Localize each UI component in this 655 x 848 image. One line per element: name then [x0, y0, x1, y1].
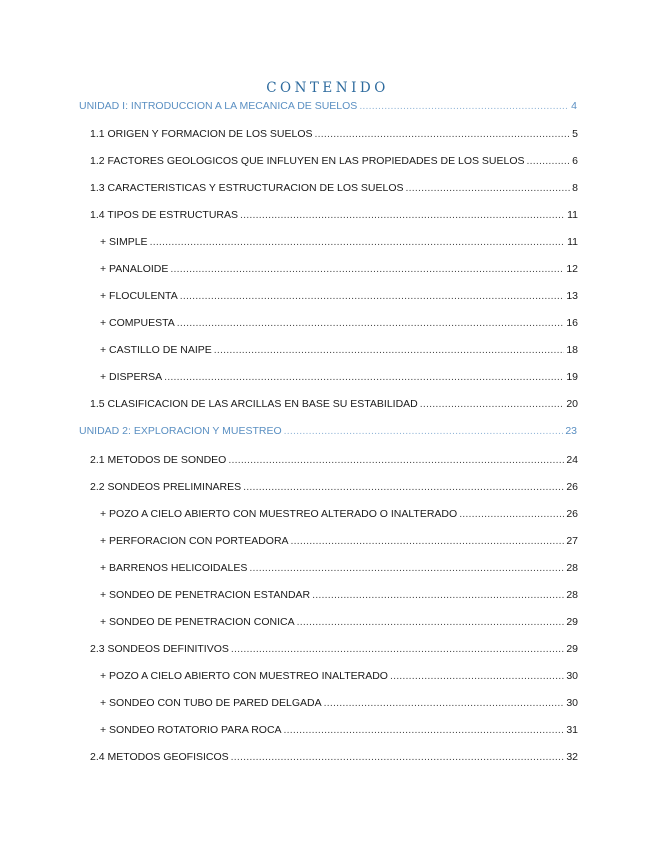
- toc-entry-page: 30: [566, 670, 578, 682]
- toc-entry-label: 2.3 SONDEOS DEFINITIVOS: [90, 643, 229, 655]
- toc-entry-label: 1.1 ORIGEN Y FORMACION DE LOS SUELOS: [90, 128, 313, 140]
- leader-dots: [228, 454, 564, 466]
- toc-entry-label: + BARRENOS HELICOIDALES: [100, 562, 248, 574]
- toc-title: CONTENIDO: [266, 80, 389, 96]
- toc-entry-page: 29: [566, 616, 578, 628]
- toc-entry-label: 1.4 TIPOS DE ESTRUCTURAS: [90, 209, 239, 221]
- toc-subentry[interactable]: [100, 722, 578, 736]
- toc-entry-label: + DISPERSA: [100, 371, 163, 383]
- toc-subentry[interactable]: [100, 234, 578, 248]
- leader-dots: [291, 535, 565, 547]
- toc-entry-page: 28: [566, 589, 578, 601]
- toc-entry-label: + SONDEO CON TUBO DE PARED DELGADA: [100, 697, 322, 709]
- toc-entry-label: 1.5 CLASIFICACION DE LAS ARCILLAS EN BASE SU ESTABILIDAD: [90, 398, 418, 410]
- toc-entry-page: 28: [566, 562, 578, 574]
- toc-entry-page: 23: [565, 425, 577, 437]
- toc-entry[interactable]: [90, 180, 578, 194]
- toc-entry-label: + POZO A CIELO ABIERTO CON MUESTREO ALTERADO O INALTERADO: [100, 508, 458, 520]
- leader-dots: [231, 643, 564, 655]
- toc-entry[interactable]: [90, 479, 578, 493]
- toc-entry-page: 20: [566, 398, 578, 410]
- leader-dots: [315, 128, 571, 140]
- toc-entry-label: + SONDEO DE PENETRACION CONICA: [100, 616, 295, 628]
- toc-entry-page: 26: [566, 508, 578, 520]
- toc-entry-label: 1.2 FACTORES GEOLOGICOS QUE INFLUYEN EN LAS PROPIEDADES DE LOS SUELOS: [90, 155, 525, 167]
- leader-dots: [312, 589, 564, 601]
- toc-entry-label: + PANALOIDE: [100, 263, 169, 275]
- toc-subentry[interactable]: [100, 695, 578, 709]
- toc-subentry[interactable]: [100, 668, 578, 682]
- toc-subentry[interactable]: [100, 342, 578, 356]
- toc-entry-label: + SONDEO ROTATORIO PARA ROCA: [100, 724, 282, 736]
- leader-dots: [324, 697, 565, 709]
- toc-subentry[interactable]: [100, 315, 578, 329]
- toc-subentry[interactable]: [100, 288, 578, 302]
- toc-entry-page: 16: [566, 317, 578, 329]
- leader-dots: [527, 155, 571, 167]
- toc-entry-label: + POZO A CIELO ABIERTO CON MUESTREO INALTERADO: [100, 670, 388, 682]
- toc-entry-label: + COMPUESTA: [100, 317, 175, 329]
- toc-entry-page: 5: [572, 128, 578, 140]
- toc-entry-unit-1[interactable]: [79, 98, 577, 112]
- toc-entry-page: 27: [566, 535, 578, 547]
- toc-entry-page: 30: [566, 697, 578, 709]
- toc-entry[interactable]: [90, 126, 578, 140]
- toc-entry-page: 6: [572, 155, 578, 167]
- leader-dots: [214, 344, 565, 356]
- leader-dots: [180, 290, 565, 302]
- toc-subentry[interactable]: [100, 506, 578, 520]
- leader-dots: [284, 724, 565, 736]
- leader-dots: [164, 371, 564, 383]
- toc-entry-page: 4: [571, 100, 577, 112]
- toc-entry-page: 24: [566, 454, 578, 466]
- toc-entry-page: 8: [572, 182, 578, 194]
- toc-entry[interactable]: [90, 749, 578, 763]
- toc-entry-page: 13: [566, 290, 578, 302]
- toc-entry-label: + SIMPLE: [100, 236, 148, 248]
- leader-dots: [359, 100, 569, 112]
- toc-entry-unit-2[interactable]: [79, 423, 577, 437]
- toc-entry-label: UNIDAD I: INTRODUCCION A LA MECANICA DE SUELOS: [79, 100, 358, 112]
- leader-dots: [459, 508, 564, 520]
- leader-dots: [150, 236, 566, 248]
- leader-dots: [170, 263, 564, 275]
- toc-entry-page: 31: [566, 724, 578, 736]
- toc-entry-label: UNIDAD 2: EXPLORACION Y MUESTREO: [79, 425, 282, 437]
- leader-dots: [390, 670, 564, 682]
- toc-entry[interactable]: [90, 207, 578, 221]
- toc-entry-label: + CASTILLO DE NAIPE: [100, 344, 212, 356]
- leader-dots: [177, 317, 565, 329]
- toc-subentry[interactable]: [100, 533, 578, 547]
- leader-dots: [297, 616, 565, 628]
- toc-entry-label: + SONDEO DE PENETRACION ESTANDAR: [100, 589, 311, 601]
- toc-entry-page: 12: [566, 263, 578, 275]
- toc-entry-page: 19: [566, 371, 578, 383]
- leader-dots: [406, 182, 571, 194]
- toc-entry-page: 18: [566, 344, 578, 356]
- toc-entry[interactable]: [90, 153, 578, 167]
- toc-entry-label: 2.2 SONDEOS PRELIMINARES: [90, 481, 242, 493]
- leader-dots: [420, 398, 565, 410]
- leader-dots: [240, 209, 565, 221]
- leader-dots: [284, 425, 564, 437]
- leader-dots: [231, 751, 565, 763]
- leader-dots: [249, 562, 564, 574]
- toc-entry-label: + FLOCULENTA: [100, 290, 178, 302]
- toc-subentry[interactable]: [100, 261, 578, 275]
- leader-dots: [243, 481, 564, 493]
- toc-entry-page: 11: [567, 236, 578, 248]
- toc-entry-page: 32: [566, 751, 578, 763]
- toc-entry-page: 26: [566, 481, 578, 493]
- toc-entry-label: 2.1 METODOS DE SONDEO: [90, 454, 227, 466]
- toc-subentry[interactable]: [100, 614, 578, 628]
- toc-entry[interactable]: [90, 641, 578, 655]
- toc-entry-page: 11: [567, 209, 578, 221]
- toc-entry-label: 2.4 METODOS GEOFISICOS: [90, 751, 229, 763]
- toc-entry-label: 1.3 CARACTERISTICAS Y ESTRUCTURACION DE LOS SUELOS: [90, 182, 404, 194]
- toc-entry-label: + PERFORACION CON PORTEADORA: [100, 535, 289, 547]
- toc-entry-page: 29: [566, 643, 578, 655]
- toc-subentry[interactable]: [100, 369, 578, 383]
- toc-subentry[interactable]: [100, 587, 578, 601]
- toc-subentry[interactable]: [100, 560, 578, 574]
- toc-entry[interactable]: [90, 396, 578, 410]
- toc-entry[interactable]: [90, 452, 578, 466]
